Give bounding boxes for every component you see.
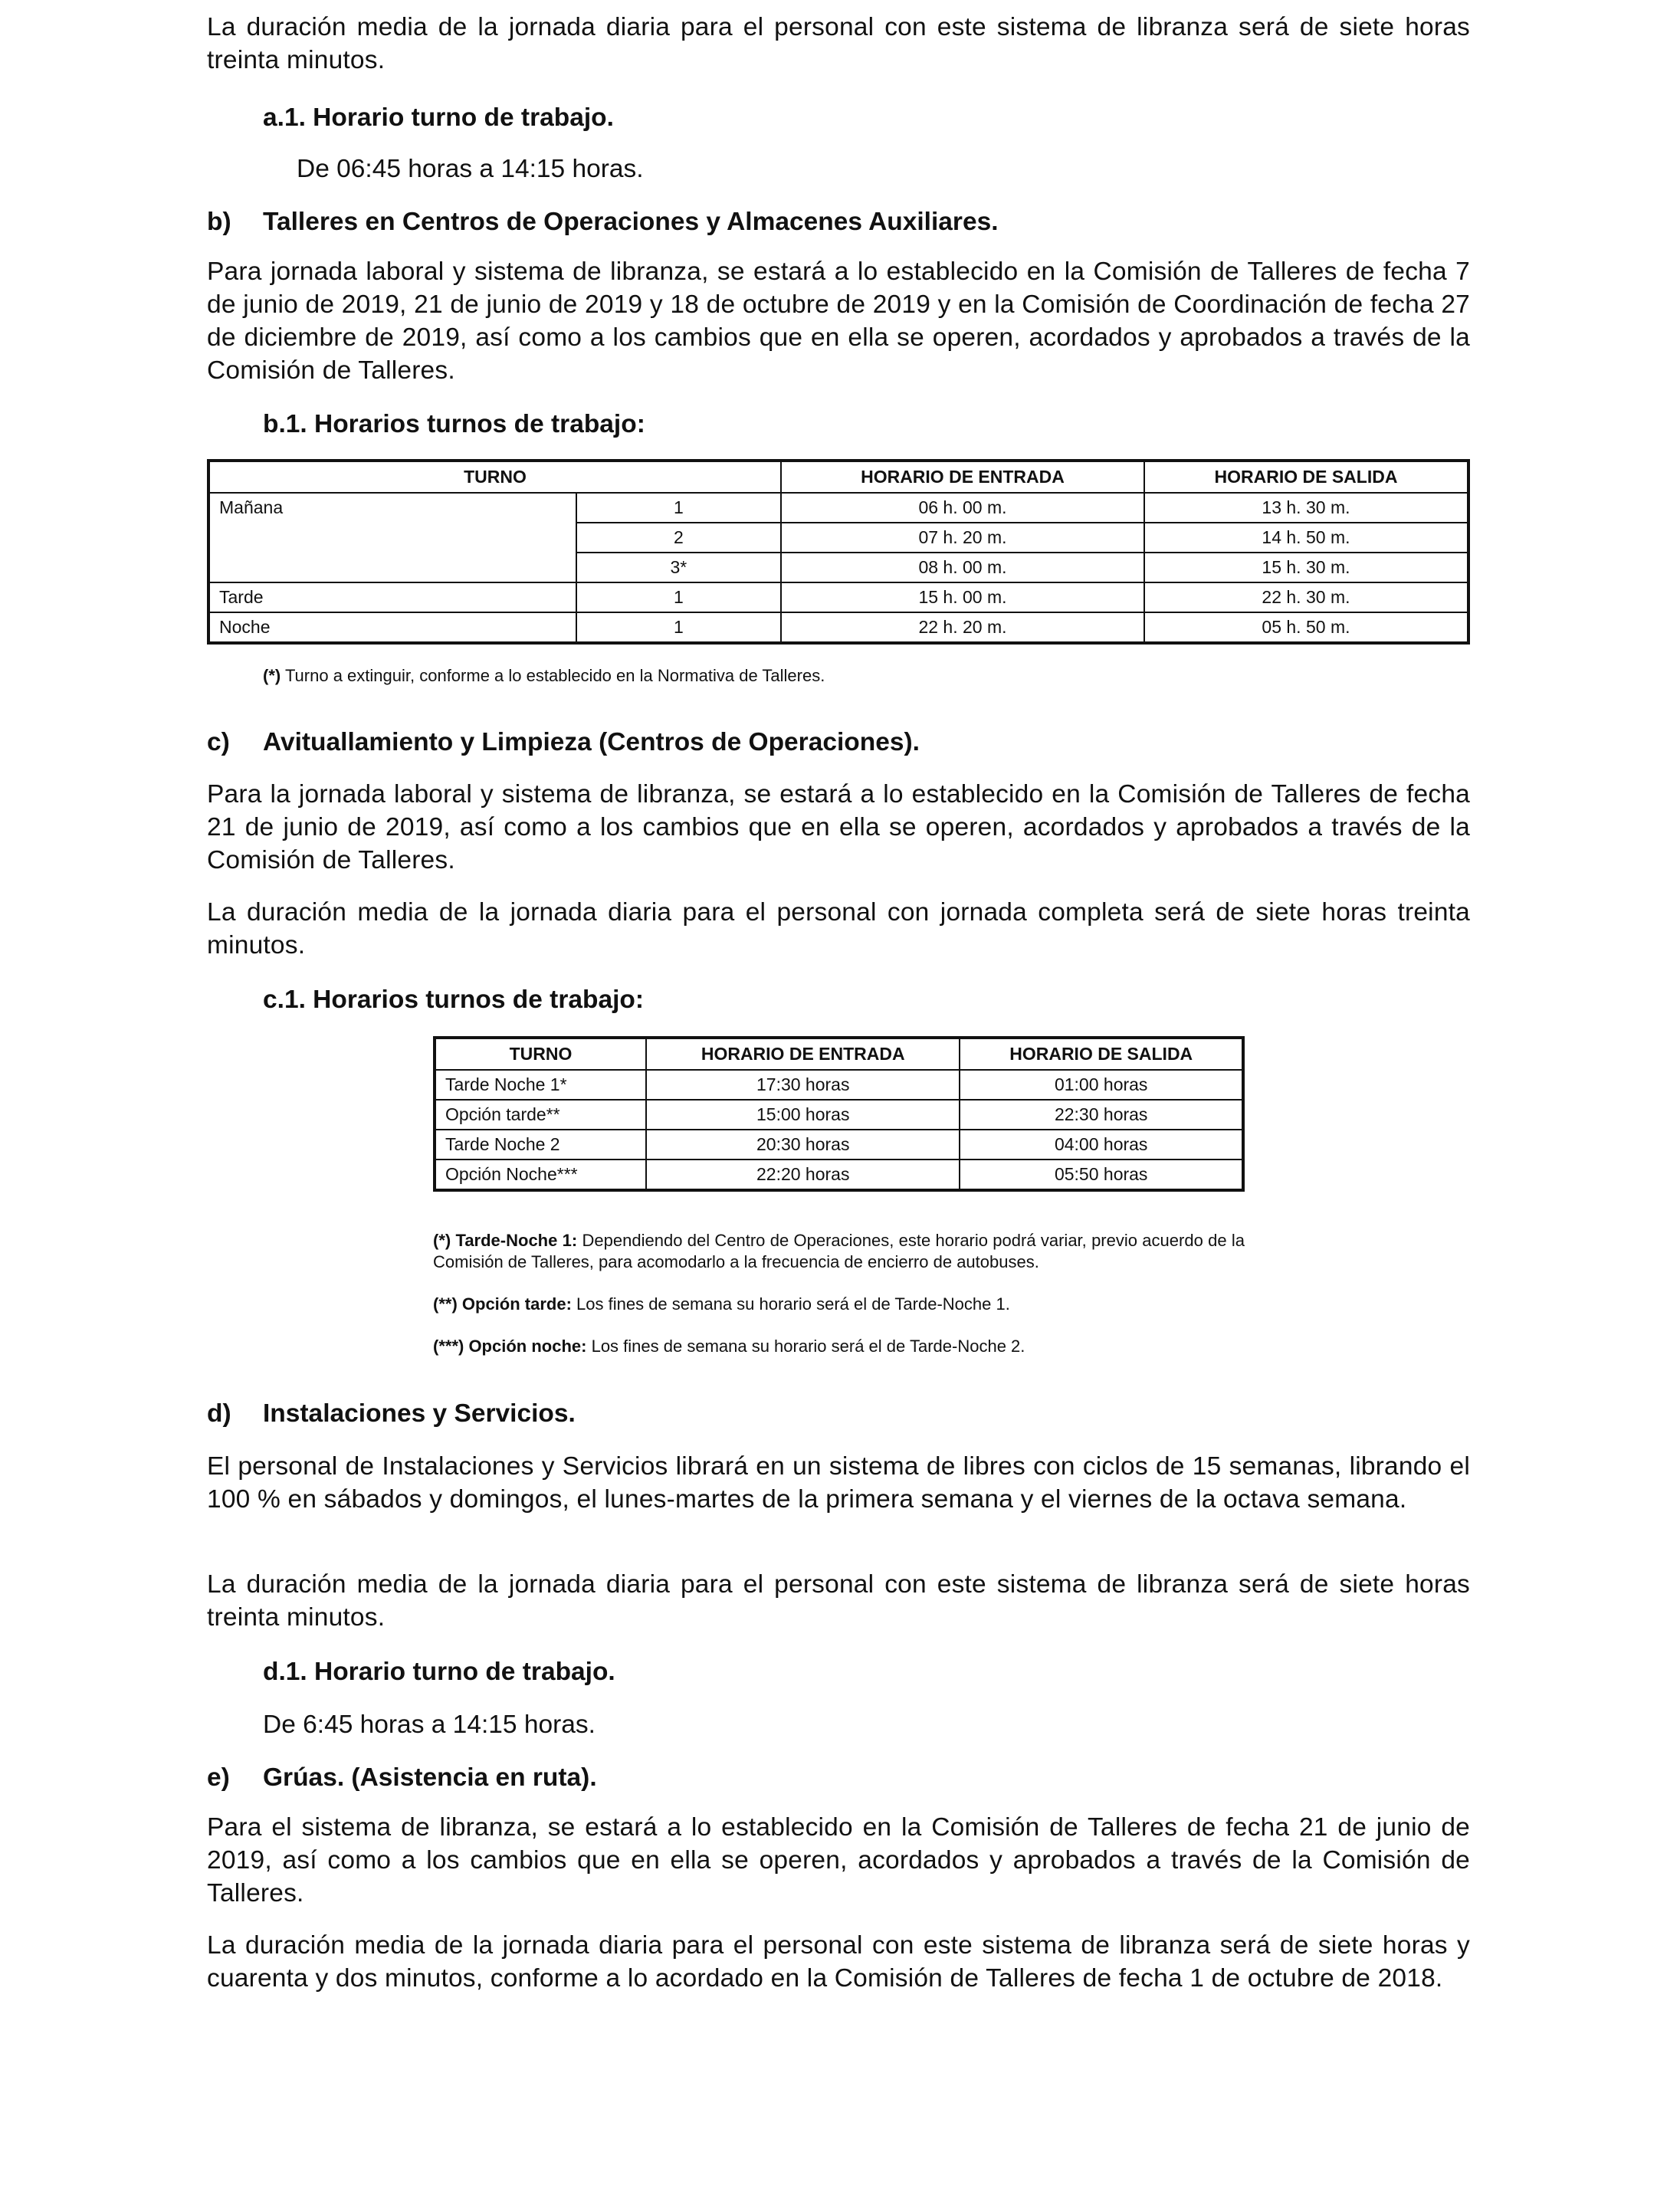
section-e-label: e)	[207, 1763, 230, 1792]
exit-cell: 01:00 horas	[960, 1070, 1243, 1100]
section-d-paragraph-2: La duración media de la jornada diaria para el personal con este sistema de libranza será de siete horas treinta minutos.	[207, 1570, 1470, 1632]
exit-cell: 04:00 horas	[960, 1130, 1243, 1160]
section-b-label: b)	[207, 208, 231, 236]
shift-cell: Noche	[208, 612, 576, 643]
table-c1-footnote-1	[433, 1230, 1245, 1273]
shift-cell: Opción Noche***	[435, 1160, 646, 1190]
section-b-title: Talleres en Centros de Operaciones y Almacenes Auxiliares.	[263, 208, 999, 236]
section-d-heading	[207, 1397, 576, 1430]
section-e-title: Grúas. (Asistencia en ruta).	[263, 1763, 597, 1792]
exit-cell: 14 h. 50 m.	[1144, 523, 1468, 553]
section-b-heading	[207, 205, 999, 238]
table-header-row	[208, 461, 1468, 493]
shift-cell: Mañana	[208, 493, 576, 582]
header-entrada: HORARIO DE ENTRADA	[646, 1038, 960, 1070]
table-row	[208, 582, 1468, 612]
entry-cell: 15 h. 00 m.	[781, 582, 1144, 612]
header-salida: HORARIO DE SALIDA	[1144, 461, 1468, 493]
footnote-mark: (*) Tarde-Noche 1:	[433, 1231, 578, 1250]
shift-cell: Tarde Noche 1*	[435, 1070, 646, 1100]
section-a-intro: La duración media de la jornada diaria para el personal con este sistema de libranza será de siete horas treinta minutos.	[207, 13, 1470, 74]
footnote-mark: (**) Opción tarde:	[433, 1294, 572, 1314]
table-c1-footnote-2	[433, 1294, 1245, 1315]
table-b1-footnote	[263, 665, 825, 687]
exit-cell: 05 h. 50 m.	[1144, 612, 1468, 643]
entry-cell: 22 h. 20 m.	[781, 612, 1144, 643]
section-d1-heading: d.1. Horario turno de trabajo.	[263, 1658, 615, 1686]
table-row	[435, 1160, 1243, 1190]
num-cell: 1	[576, 582, 781, 612]
entry-cell: 17:30 horas	[646, 1070, 960, 1100]
exit-cell: 15 h. 30 m.	[1144, 553, 1468, 582]
section-d1-schedule: De 6:45 horas a 14:15 horas.	[263, 1711, 596, 1739]
shift-cell: Tarde Noche 2	[435, 1130, 646, 1160]
entry-cell: 06 h. 00 m.	[781, 493, 1144, 523]
table-header-row	[435, 1038, 1243, 1070]
footnote-text: Los fines de semana su horario será el de Tarde-Noche 2.	[591, 1337, 1025, 1356]
exit-cell: 05:50 horas	[960, 1160, 1243, 1190]
section-c1-heading: c.1. Horarios turnos de trabajo:	[263, 986, 645, 1014]
header-entrada: HORARIO DE ENTRADA	[781, 461, 1144, 493]
num-cell: 2	[576, 523, 781, 553]
exit-cell: 13 h. 30 m.	[1144, 493, 1468, 523]
footnote-mark: (*)	[263, 666, 281, 685]
shift-cell: Tarde	[208, 582, 576, 612]
shift-cell: Opción tarde**	[435, 1100, 646, 1130]
entry-cell: 20:30 horas	[646, 1130, 960, 1160]
footnote-text: Los fines de semana su horario será el de Tarde-Noche 1.	[576, 1294, 1010, 1314]
num-cell: 3*	[576, 553, 781, 582]
section-b1-heading: b.1. Horarios turnos de trabajo:	[263, 410, 645, 438]
table-row	[435, 1100, 1243, 1130]
shift-table-b1	[207, 459, 1470, 645]
section-a1-heading: a.1. Horario turno de trabajo.	[263, 103, 614, 132]
entry-cell: 15:00 horas	[646, 1100, 960, 1130]
section-d-paragraph-1: El personal de Instalaciones y Servicios librará en un sistema de libres con ciclos de 15 semanas, librando el 100 % en sábados y domingos, el lunes-martes de la primera semana y el viernes de la octava semana.	[207, 1452, 1470, 1514]
num-cell: 1	[576, 612, 781, 643]
num-cell: 1	[576, 493, 781, 523]
section-c-paragraph-2: La duración media de la jornada diaria para el personal con jornada completa será de siete horas treinta minutos.	[207, 898, 1470, 959]
section-d-title: Instalaciones y Servicios.	[263, 1399, 576, 1428]
section-c-title: Avituallamiento y Limpieza (Centros de Operaciones).	[263, 728, 920, 756]
table-c1-footnote-3	[433, 1336, 1245, 1357]
section-b-paragraph: Para jornada laboral y sistema de libranza, se estará a lo establecido en la Comisión de Talleres de fecha 7 de junio de 2019, 21 de junio de 2019 y 18 de octubre de 2019 y en la Comisión de Coordinación de fecha 27 de diciembre de 2019, así como a los cambios que en ella se operen, acordados y aprobados a través de la Comisión de Talleres.	[207, 257, 1470, 385]
section-e-paragraph-1: Para el sistema de libranza, se estará a lo establecido en la Comisión de Talleres de fecha 21 de junio de 2019, así como a los cambios que en ella se operen, acordados y aprobados a través de la Comisión de Talleres.	[207, 1813, 1470, 1907]
header-turno: TURNO	[435, 1038, 646, 1070]
shift-table-c1	[433, 1036, 1245, 1192]
section-a1-schedule: De 06:45 horas a 14:15 horas.	[297, 155, 644, 183]
footnote-text: Turno a extinguir, conforme a lo establecido en la Normativa de Talleres.	[284, 666, 825, 685]
table-row	[435, 1070, 1243, 1100]
section-e-paragraph-2: La duración media de la jornada diaria para el personal con este sistema de libranza será de siete horas y cuarenta y dos minutos, conforme a lo acordado en la Comisión de Talleres de fecha 1 de octubre de 2018.	[207, 1931, 1470, 1993]
table-row	[208, 493, 1468, 523]
section-c-heading	[207, 726, 920, 759]
section-c-paragraph-1: Para la jornada laboral y sistema de libranza, se estará a lo establecido en la Comisión de Talleres de fecha 21 de junio de 2019, así como a los cambios que en ella se operen, acordados y aprobados a través de la Comisión de Talleres.	[207, 780, 1470, 874]
entry-cell: 08 h. 00 m.	[781, 553, 1144, 582]
table-row	[208, 612, 1468, 643]
exit-cell: 22 h. 30 m.	[1144, 582, 1468, 612]
entry-cell: 07 h. 20 m.	[781, 523, 1144, 553]
section-e-heading	[207, 1761, 597, 1794]
table-row	[435, 1130, 1243, 1160]
footnote-mark: (***) Opción noche:	[433, 1337, 587, 1356]
footnote-text: Dependiendo del Centro de Operaciones, este horario podrá variar, previo acuerdo de la Comisión de Talleres, para acomodarlo a la frecuencia de encierro de autobuses.	[433, 1231, 1245, 1271]
header-turno: TURNO	[208, 461, 781, 493]
entry-cell: 22:20 horas	[646, 1160, 960, 1190]
section-d-label: d)	[207, 1399, 231, 1428]
section-c-label: c)	[207, 728, 230, 756]
exit-cell: 22:30 horas	[960, 1100, 1243, 1130]
header-salida: HORARIO DE SALIDA	[960, 1038, 1243, 1070]
